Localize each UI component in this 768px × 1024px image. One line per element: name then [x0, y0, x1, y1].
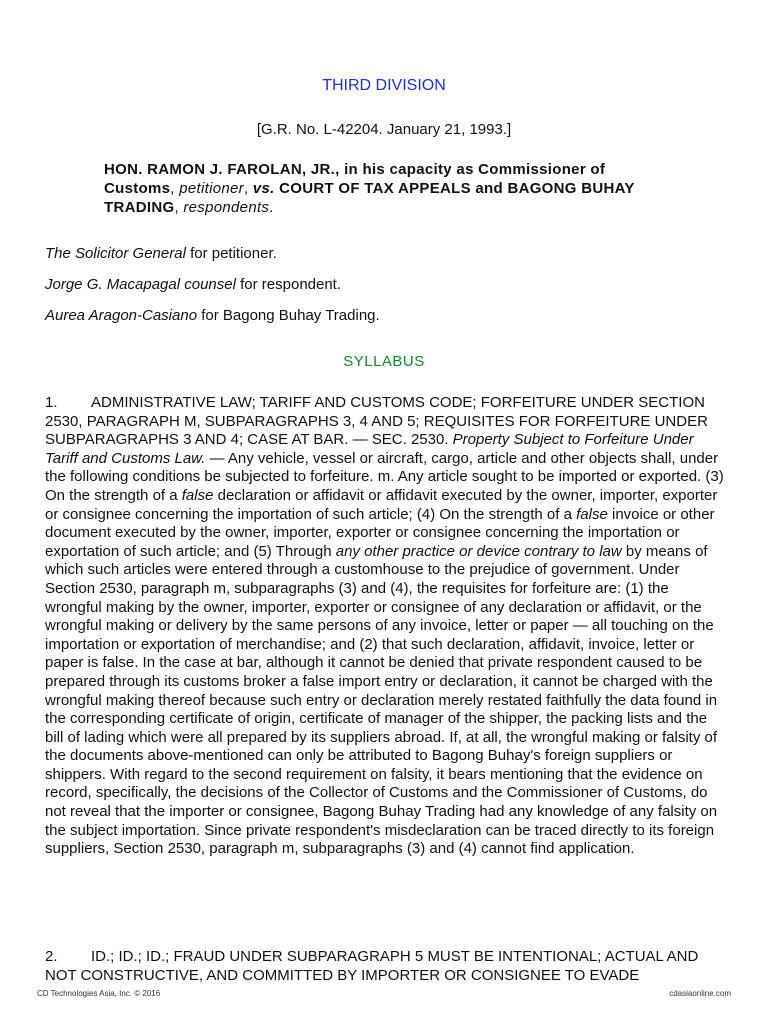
- case-caption: HON. RAMON J. FAROLAN, JR., in his capacity as Commissioner of Customs, petitioner, vs. COURT OF TAX APPEALS and BAGONG BUHAY TRADING, respondents.: [104, 161, 635, 216]
- paragraph-italic: false: [181, 486, 214, 504]
- counsel-line-3: [45, 307, 380, 324]
- paragraph-text: declaration or affidavit or affidavit executed by the owner, importer, exporter or consignee concerning the importation of such article; (4) On the strength of a: [45, 486, 718, 523]
- counsel-line-1: [45, 245, 277, 262]
- division-heading: THIRD DIVISION: [322, 77, 446, 94]
- paragraph-italic: Property Subject to Forfeiture Under Tariff and Customs Law.: [45, 431, 694, 467]
- paragraph-head: ADMINISTRATIVE LAW; TARIFF AND CUSTOMS CODE; FORFEITURE UNDER SECTION 2530, PARAGRAPH M, SUBPARAGRAPHS 3, 4 AND 5; REQUISITES FOR FORFEITURE UNDER SUBPARAGRAPHS 3 AND 4; CASE AT BAR. — SEC. 2530.: [45, 394, 708, 449]
- footer-copyright: CD Technologies Asia, Inc. © 2016: [37, 989, 161, 998]
- counsel-name: Jorge G. Macapagal counsel: [45, 276, 236, 293]
- respondent-role: respondents: [183, 199, 270, 216]
- syllabus-paragraph-2: [45, 948, 729, 985]
- counsel-role: for petitioner.: [185, 245, 277, 262]
- counsel-line-2: [45, 276, 341, 293]
- respondent-names: COURT OF TAX APPEALS and BAGONG BUHAY TRADING: [104, 180, 635, 216]
- paragraph-italic: any other practice or device contrary to law: [335, 542, 622, 560]
- counsel-role: for respondent.: [235, 276, 342, 293]
- syllabus-heading: SYLLABUS: [343, 353, 425, 370]
- paragraph-italic: false: [576, 505, 608, 523]
- footer-site[interactable]: cdasiaonline.com: [669, 989, 731, 998]
- petitioner-role: petitioner: [179, 180, 244, 197]
- paragraph-text: invoice or other document executed by the owner, importer, exporter or consignee concerning the importation or exportation of such article; and (5) Through: [45, 505, 715, 560]
- case-number: [G.R. No. L-42204. January 21, 1993.]: [256, 121, 512, 138]
- paragraph-number: 2.: [45, 948, 58, 965]
- paragraph-head: ID.; ID.; ID.; FRAUD UNDER SUBPARAGRAPH 5 MUST BE INTENTIONAL; ACTUAL AND NOT CONSTRUCTIVE, AND COMMITTED BY IMPORTER OR CONSIGNEE TO EVADE: [45, 948, 699, 984]
- counsel-name: Aurea Aragon-Casiano: [45, 307, 198, 324]
- paragraph-text: — Any vehicle, vessel or aircraft, cargo, article and other objects shall, under the following conditions be subjected to forfeiture. m. Any article sought to be imported or exported. (3) On the strength of a: [45, 449, 724, 504]
- versus-label: vs.: [252, 180, 275, 197]
- counsel-name: The Solicitor General: [45, 245, 186, 262]
- syllabus-paragraph-1: [45, 394, 729, 859]
- paragraph-text: by means of which such articles were entered through a customhouse to the prejudice of government. Under Section 2530, paragraph m, subparagraphs (3) and (4), the requisites for forfeiture are: (1) the wrongful making by the owner, importer, exporter or consignee of any declaration or affidavit, or the wrongful making or delivery by the same persons of any invoice, letter or paper — all touching on the importation or exportation of merchandise; and (2) that such declaration, affidavit, invoice, letter or paper is false. In the case at bar, although it cannot be denied that private respondent caused to be prepared through its customs broker a false import entry or declaration, it cannot be charged with the wrongful making thereof because such entry or declaration merely restated faithfully the data found in the corresponding certificate of origin, certificate of manager of the shipper, the packing lists and the bill of lading which were all prepared by its suppliers abroad. If, at all, the wrongful making or falsity of the documents above-mentioned can only be attributed to Bagong Buhay's foreign suppliers or shippers. With regard to the second requirement on falsity, it bears mentioning that the evidence on record, specifically, the decisions of the Collector of Customs and the Commissioner of Customs, do not reveal that the importer or consignee, Bagong Buhay Trading had any knowledge of any falsity on the subject importation. Since private respondent's misdeclaration can be traced directly to its foreign suppliers, Section 2530, paragraph m, subparagraphs (3) and (4) cannot find application.: [45, 542, 718, 858]
- petitioner-name: HON. RAMON J. FAROLAN, JR., in his capacity as Commissioner of Customs: [104, 161, 606, 197]
- counsel-role: for Bagong Buhay Trading.: [197, 307, 380, 324]
- paragraph-number: 1.: [45, 394, 58, 411]
